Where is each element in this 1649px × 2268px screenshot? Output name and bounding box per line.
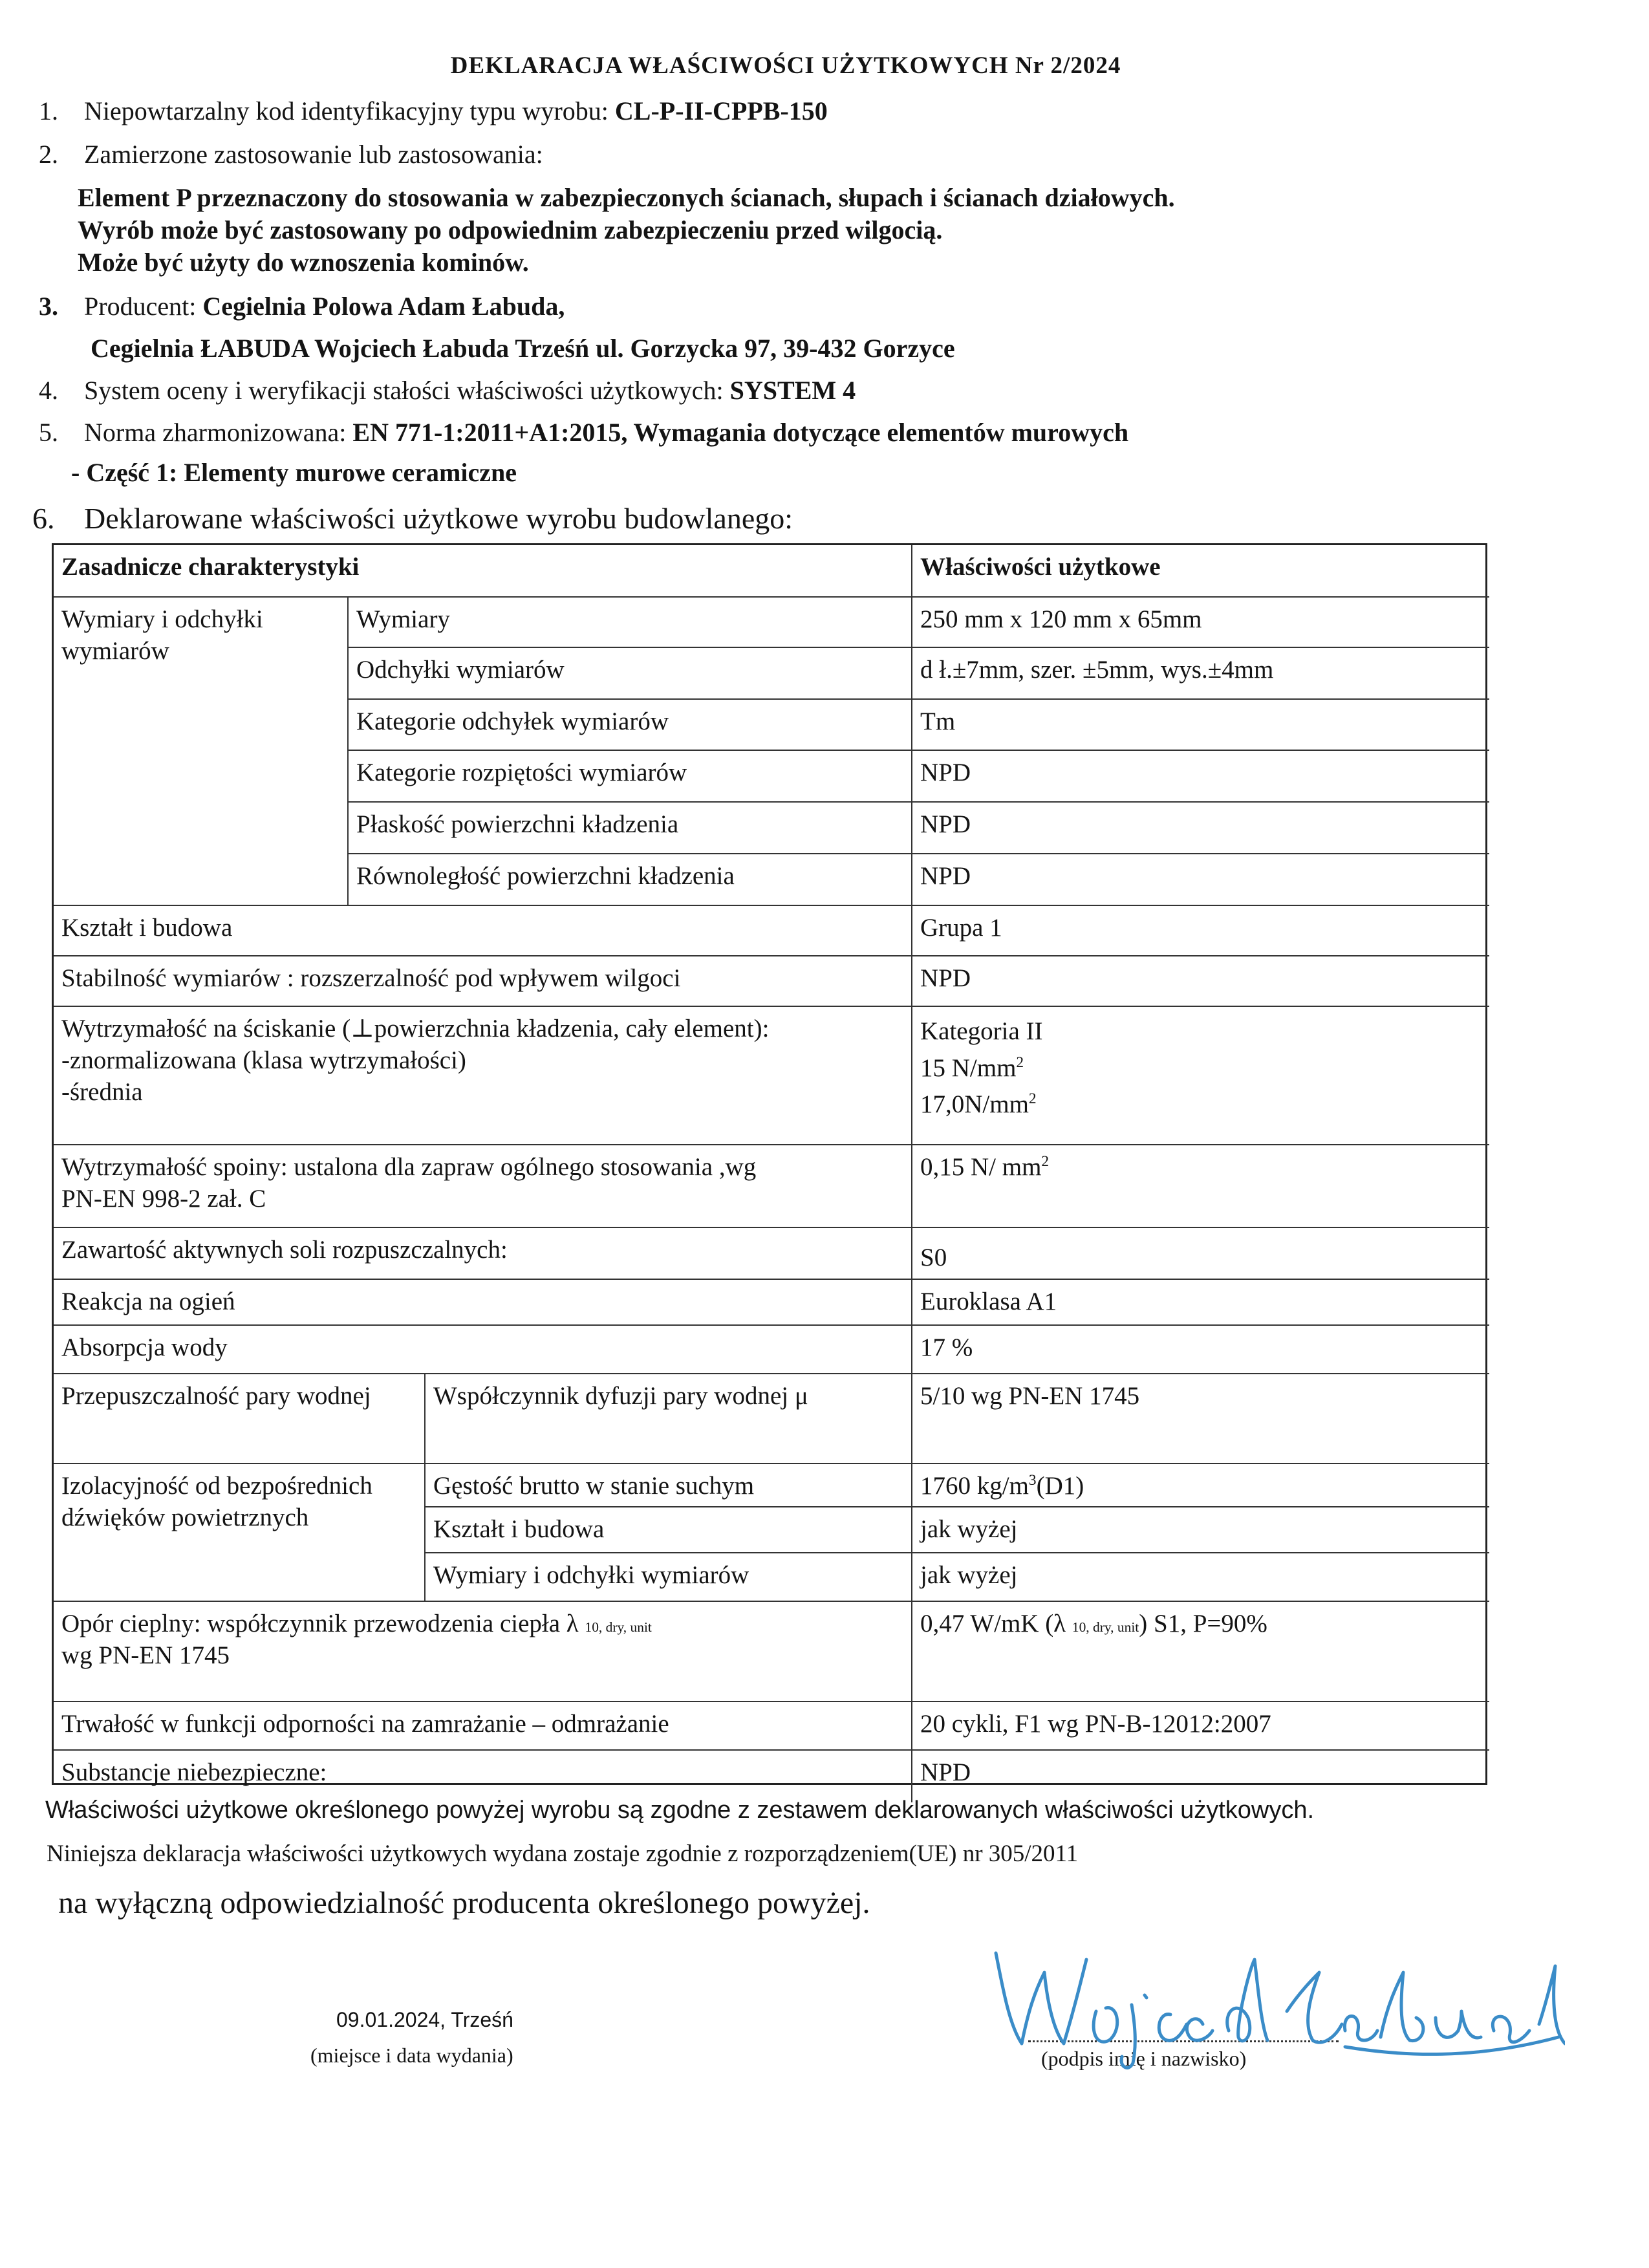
item-2-line-1: Element P przeznaczony do stosowania w zabezpieczonych ścianach, słupach i ścianach działowych. [78,183,1175,212]
row-label: Zawartość aktywnych soli rozpuszczalnych: [54,1228,912,1280]
properties-table [52,543,1487,1785]
header-performance: Właściwości użytkowe [912,545,1489,598]
signature-caption: (podpis imię i nazwisko) [1041,2047,1247,2070]
row-value: 17 % [912,1326,1489,1374]
item-4: 4. System oceny i weryfikacji stałości właściwości użytkowych: SYSTEM 4 [39,376,856,405]
group-dimensions: Wymiary i odchyłki wymiarów [54,598,349,906]
row-label: Stabilność wymiarów : rozszerzalność pod wpływem wilgoci [54,956,912,1007]
item-2: 2. Zamierzone zastosowanie lub zastosowania: [39,140,543,169]
footer-line-2: Niniejsza deklaracja właściwości użytkowych wydana zostaje zgodnie z rozporządzeniem(UE) nr 305/2011 [47,1841,1079,1867]
row-value: 5/10 wg PN-EN 1745 [912,1374,1489,1464]
row-label: Wymiary i odchyłki wymiarów [426,1553,912,1602]
row-value: 20 cykli, F1 wg PN-B-12012:2007 [912,1702,1489,1751]
row-value-thermal: 0,47 W/mK (λ 10, dry, unit) S1, P=90% [912,1602,1489,1702]
row-label: Gęstość brutto w stanie suchym [426,1464,912,1507]
document-title: DEKLARACJA WŁAŚCIWOŚCI UŻYTKOWYCH Nr 2/2024 [450,52,1121,79]
footer-line-3: na wyłączną odpowiedzialność producenta określonego powyżej. [58,1886,870,1920]
row-value: Grupa 1 [912,906,1489,956]
row-value: NPD [912,751,1489,803]
row-value: d ł.±7mm, szer. ±5mm, wys.±4mm [912,648,1489,700]
row-label: Wymiary [349,598,912,648]
row-value: Tm [912,700,1489,751]
row-value: Euroklasa A1 [912,1280,1489,1326]
header-characteristics: Zasadnicze charakterystyki [54,545,912,598]
row-value: NPD [912,956,1489,1007]
item-2-line-2: Wyrób może być zastosowany po odpowiednim zabezpieczeniu przed wilgocią. [78,215,943,244]
row-value: S0 [912,1228,1489,1280]
row-value: jak wyżej [912,1553,1489,1602]
footer-line-1: Właściwości użytkowe określonego powyżej wyrobu są zgodne z zestawem deklarowanych właściwości użytkowych. [45,1797,1315,1824]
row-label: Płaskość powierzchni kładzenia [349,803,912,854]
signature-image [983,1934,1565,2076]
item-2-line-3: Może być użyty do wznoszenia kominów. [78,248,529,277]
item-6: 6. Deklarowane właściwości użytkowe wyrobu budowlanego: [32,502,793,535]
row-label: Trwałość w funkcji odporności na zamrażanie – odmrażanie [54,1702,912,1751]
item-3: 3. Producent: Cegielnia Polowa Adam Łabuda, [39,292,565,321]
row-value: NPD [912,854,1489,906]
row-label: Substancje niebezpieczne: [54,1751,912,1802]
item-3-line-2: Cegielnia ŁABUDA Wojciech Łabuda Trześń ul. Gorzycka 97, 39-432 Gorzyce [91,334,955,363]
row-label-thermal: Opór cieplny: współczynnik przewodzenia ciepła λ 10, dry, unit wg PN-EN 1745 [54,1602,912,1702]
row-label-bond: Wytrzymałość spoiny: ustalona dla zapraw ogólnego stosowania ,wg PN-EN 998-2 zał. C [54,1145,912,1228]
row-label: Równoległość powierzchni kładzenia [349,854,912,906]
row-label: Kształt i budowa [54,906,912,956]
row-label: Odchyłki wymiarów [349,648,912,700]
row-value: jak wyżej [912,1507,1489,1553]
item-5-line-2: - Część 1: Elementy murowe ceramiczne [71,458,517,487]
row-label: Kategorie rozpiętości wymiarów [349,751,912,803]
row-value-compressive: Kategoria II 15 $N/mm^2$ $17,0N/mm^2$ [912,1007,1489,1145]
row-label: Kategorie odchyłek wymiarów [349,700,912,751]
row-value: 250 mm x 120 mm x 65mm [912,598,1489,648]
row-label-compressive: Wytrzymałość na ściskanie (⊥powierzchnia kładzenia, cały element): -znormalizowana (klasa wytrzymałości) -średnia [54,1007,912,1145]
row-value: 1760 $kg/m^3(D1)$ [912,1464,1489,1507]
group-vapour: Przepuszczalność pary wodnej [54,1374,426,1464]
row-value: NPD [912,803,1489,854]
item-5: 5. Norma zharmonizowana: EN 771-1:2011+A1:2015, Wymagania dotyczące elementów murowych [39,418,1129,447]
group-acoustic: Izolacyjność od bezpośrednich dźwięków powietrznych [54,1464,426,1602]
row-label: Reakcja na ogień [54,1280,912,1326]
row-label: Kształt i budowa [426,1507,912,1553]
row-label: Absorpcja wody [54,1326,912,1374]
item-1: 1. Niepowtarzalny kod identyfikacyjny typu wyrobu: CL-P-II-CPPB-150 [39,96,828,125]
row-value-bond: 0,15 N/ $mm^2$ [912,1145,1489,1228]
place-date-caption: (miejsce i data wydania) [310,2044,513,2067]
row-value: NPD [920,1758,971,1786]
row-label: Współczynnik dyfuzji pary wodnej μ [426,1374,912,1464]
place-date: 09.01.2024, Trześń [336,2008,513,2031]
